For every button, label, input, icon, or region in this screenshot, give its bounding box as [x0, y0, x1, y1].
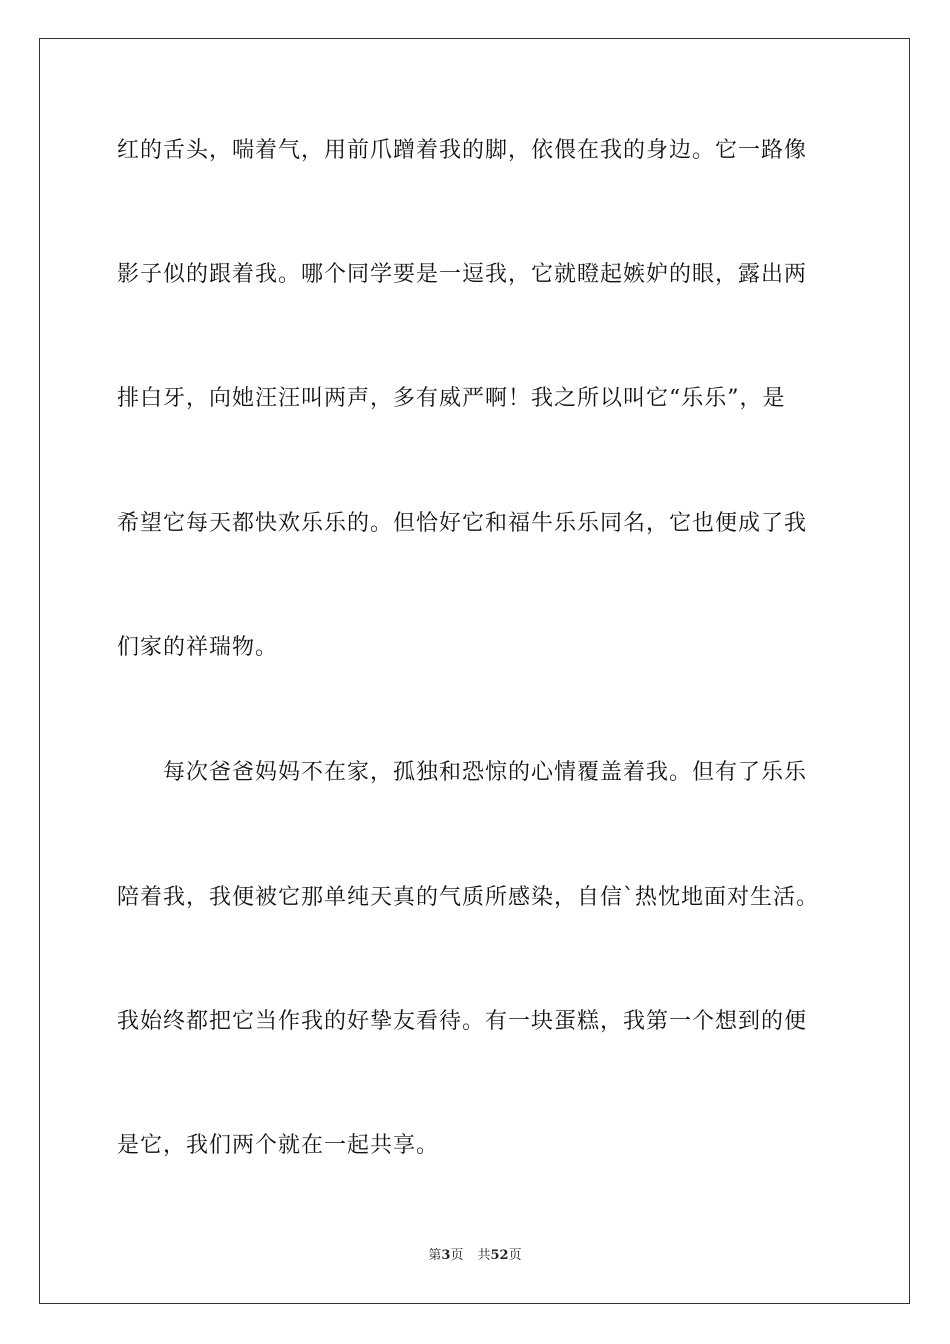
- text-line-1: 红的舌头，喘着气，用前爪蹭着我的脚，依偎在我的身边。它一路像: [117, 138, 808, 163]
- page-prefix: 第: [428, 1248, 442, 1263]
- page-border: [39, 38, 910, 1304]
- text-line-4: 希望它每天都快欢乐乐的。但恰好它和福牛乐乐同名，它也便成了我: [117, 511, 808, 536]
- text-line-5: 们家的祥瑞物。: [117, 635, 279, 660]
- text-line-6: 每次爸爸妈妈不在家，孤独和恐惊的心情覆盖着我。但有了乐乐: [117, 760, 808, 785]
- total-suffix: 页: [508, 1248, 522, 1263]
- page-number: 3: [441, 1248, 451, 1263]
- text-line-9: 是它，我们两个就在一起共享。: [117, 1133, 440, 1158]
- total-pages: 52: [490, 1248, 509, 1263]
- text-line-8: 我始终都把它当作我的好挚友看待。有一块蛋糕，我第一个想到的便: [117, 1009, 808, 1034]
- page-suffix: 页: [450, 1248, 464, 1263]
- page-footer: [0, 1247, 950, 1265]
- text-line-3: 排白牙，向她汪汪叫两声，多有威严啊！我之所以叫它“乐乐”，是: [117, 386, 786, 411]
- text-line-2: 影子似的跟着我。哪个同学要是一逗我，它就瞪起嫉妒的眼，露出两: [117, 262, 808, 287]
- total-prefix: 共: [477, 1248, 491, 1263]
- text-line-7: 陪着我，我便被它那单纯天真的气质所感染，自信`热忱地面对生活。: [117, 885, 820, 910]
